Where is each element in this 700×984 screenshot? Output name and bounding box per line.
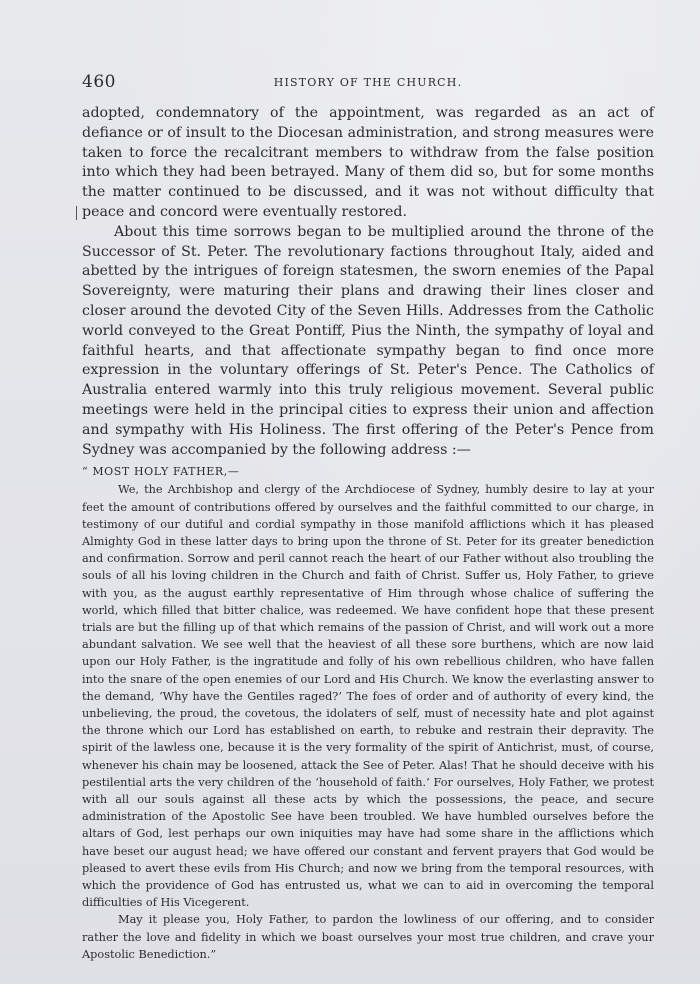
body-text xyxy=(82,104,654,963)
paragraph-peters-pence: About this time sorrows began to be multiplied around the throne of the Successor of St. Peter. The revolutionary factions throughout Italy, aided and abetted by the intrigues of foreign statesmen, the sworn enemies of the Papal Sovereignty, were maturing their plans and drawing their lines closer and closer around the devoted City of the Seven Hills. Addresses from the Catholic world conveyed to the Great Pontiff, Pius the Ninth, the sympathy of loyal and faithful hearts, and that affectionate sympathy began to find once more expression in the voluntary offerings of St. Peter's Pence. The Catholics of Australia entered warmly into this truly religious movement. Several public meetings were held in the principal cities to express their union and affection and sympathy with His Holiness. The first offering of the Peter's Pence from Sydney was accompanied by the following address :— xyxy=(82,223,654,458)
running-head: HISTORY OF THE CHURCH. xyxy=(273,76,463,89)
page-number: 460 xyxy=(82,72,116,92)
letter-paragraph: We, the Archbishop and clergy of the Archdiocese of Sydney, humbly desire to lay at your feet the amount of contributions offered by ourselves and the faithful committed to our charge, in testimony of our dutiful and cordial sympathy in those manifold afflictions which it has pleased Almighty God in these latter days to bring upon the throne of St. Peter for its greater benediction and confirmation. Sorrow and peril cannot reach the heart of our Father without also troubling the souls of all his loving children in the Church and faith of Christ. Suffer us, Holy Father, to grieve with you, as the august earthly representative of Him through whose chalice of suffering the world, which filled that bitter chalice, was redeemed. We have confident hope that these present trials are but the filling up of that which remains of the passion of Christ, and will work out a more abundant salvation. We see well that the heaviest of all these sore burthens, which are now laid upon our Holy Father, is the ingratitude and folly of his own rebellious children, who have fallen into the snare of the open enemies of our Lord and His Church. We know the everlasting answer to the demand, ‘Why have the Gentiles raged?’ The foes of order and of authority of every kind, the unbelieving, the proud, the covetous, the idolaters of self, must of necessity hate and plot against the throne which our Lord has established on earth, to rebuke and restrain their depravity. The spirit of the lawless one, because it is the very formality of the spirit of Antichrist, must, of course, whenever his chain may be loosened, attack the See of Peter. Alas! That he should deceive with his pestilential arts the very children of the ‘household of faith.’ For ourselves, Holy Father, we protest with all our souls against all these acts by which the possessions, the peace, and secure administration of the Apostolic See have been troubled. We have humbled ourselves before the altars of God, lest perhaps our own iniquities may have had some share in the afflictions which have beset our august head; we have offered our constant and fervent prayers that God would be pleased to avert these evils from His Church; and now we bring from the temporal resources, with which the providence of God has entrusted us, what we can to aid in overcoming the temporal difficulties of His Vicegerent. xyxy=(82,483,654,910)
paragraph-continued: adopted, condemnatory of the appointment, was regarded as an act of defiance or of insult to the Diocesan administration, and strong measures were taken to force the recalcitrant members to withdraw from the false position into which they had been betrayed. Many of them did so, but for some months the matter continued to be discussed, and it was not without difficulty that peace and concord were eventually restored. xyxy=(82,105,654,220)
letter-salutation: “ MOST HOLY FATHER,— xyxy=(82,465,240,479)
margin-mark xyxy=(76,206,77,220)
page-header xyxy=(82,72,654,92)
letter-closing-paragraph: May it please you, Holy Father, to pardon the lowliness of our offering, and to consider rather the love and fidelity in which we boast ourselves your most true children, and crave your Apostolic Benediction.” xyxy=(82,913,654,961)
